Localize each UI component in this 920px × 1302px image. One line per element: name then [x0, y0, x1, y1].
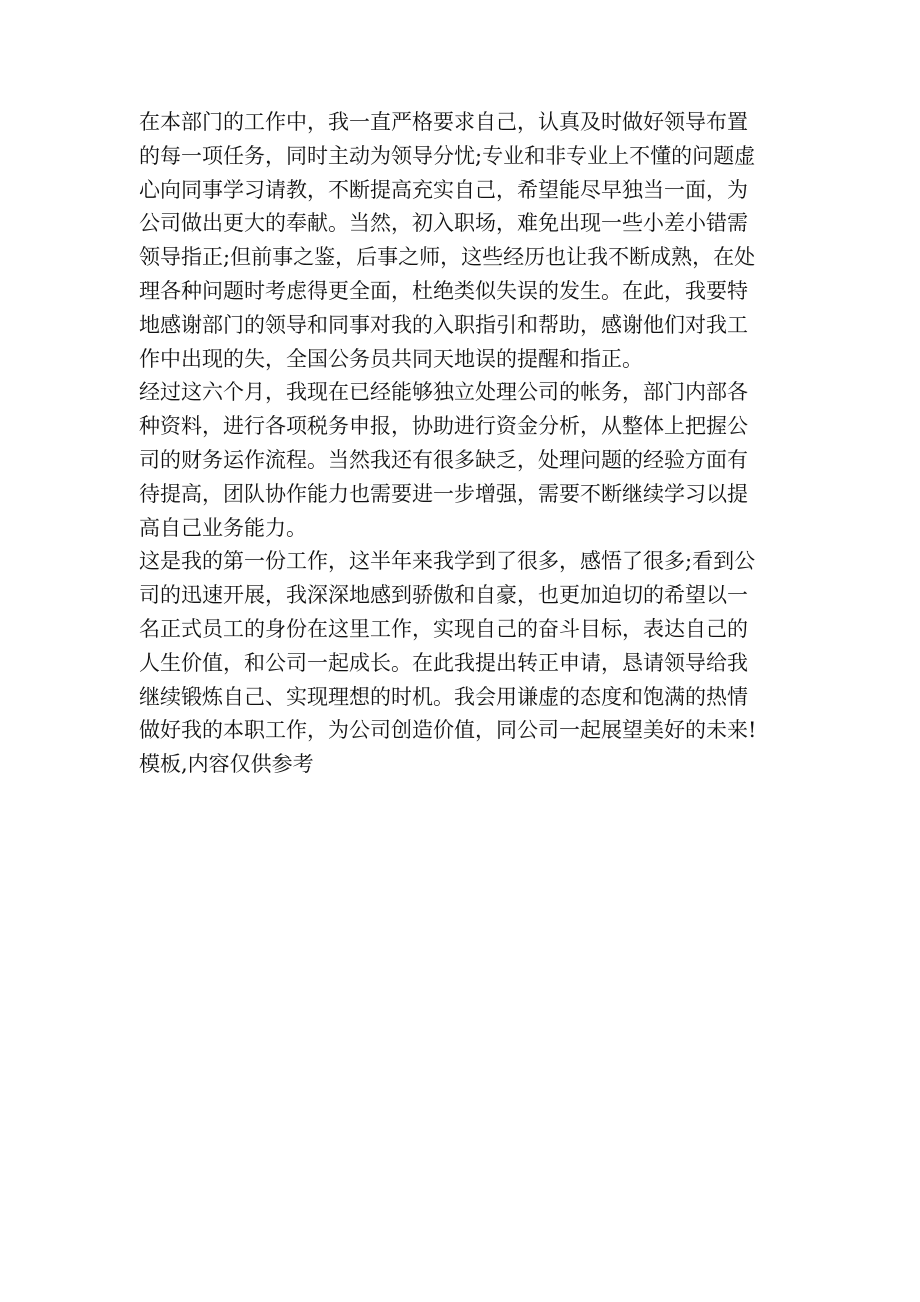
text-line: 司的迅速开展，我深深地感到骄傲和自豪，也更加迫切的希望以一 [139, 583, 748, 608]
paragraph-first-job-application [139, 545, 799, 782]
text-line: 地感谢部门的领导和同事对我的入职指引和帮助，感谢他们对我工 [139, 312, 748, 337]
text-line: 这是我的第一份工作，这半年来我学到了很多，感悟了很多;看到公 [139, 549, 756, 574]
text-line: 人生价值，和公司一起成长。在此我提出转正申请，恳请领导给我 [139, 650, 748, 675]
text-line: 公司做出更大的奉献。当然，初入职场，难免出现一些小差小错需 [139, 211, 748, 236]
text-line: 理各种问题时考虑得更全面，杜绝类似失误的发生。在此，我要特 [139, 278, 748, 303]
text-line: 领导指正;但前事之鉴，后事之师，这些经历也让我不断成熟，在处 [139, 245, 756, 270]
text-line: 高自己业务能力。 [139, 515, 307, 540]
text-line: 心向同事学习请教，不断提高充实自己，希望能尽早独当一面，为 [139, 177, 748, 202]
text-line: 经过这六个月，我现在已经能够独立处理公司的帐务，部门内部各 [139, 380, 748, 405]
text-line: 待提高，团队协作能力也需要进一步增强，需要不断继续学习以提 [139, 481, 748, 506]
template-disclaimer: 模板,内容仅供参考 [139, 752, 314, 777]
paragraph-work-attitude [139, 106, 799, 376]
text-line: 的每一项任务，同时主动为领导分忧;专业和非专业上不懂的问题虚 [139, 143, 756, 168]
text-line: 在本部门的工作中，我一直严格要求自己，认真及时做好领导布置 [139, 110, 748, 134]
text-line: 作中出现的失，全国公务员共同天地误的提醒和指正。 [139, 346, 643, 371]
document-body [139, 106, 799, 782]
text-line: 继续锻炼自己、实现理想的时机。我会用谦虚的态度和饱满的热情 [139, 684, 748, 709]
text-line: 名正式员工的身份在这里工作，实现自己的奋斗目标，表达自己的 [139, 616, 748, 641]
text-line: 做好我的本职工作，为公司创造价值，同公司一起展望美好的未来! [139, 718, 757, 743]
text-line: 种资料，进行各项税务申报，协助进行资金分析，从整体上把握公 [139, 414, 748, 439]
paragraph-six-months-progress [139, 376, 799, 545]
text-line: 司的财务运作流程。当然我还有很多缺乏，处理问题的经验方面有 [139, 447, 748, 472]
